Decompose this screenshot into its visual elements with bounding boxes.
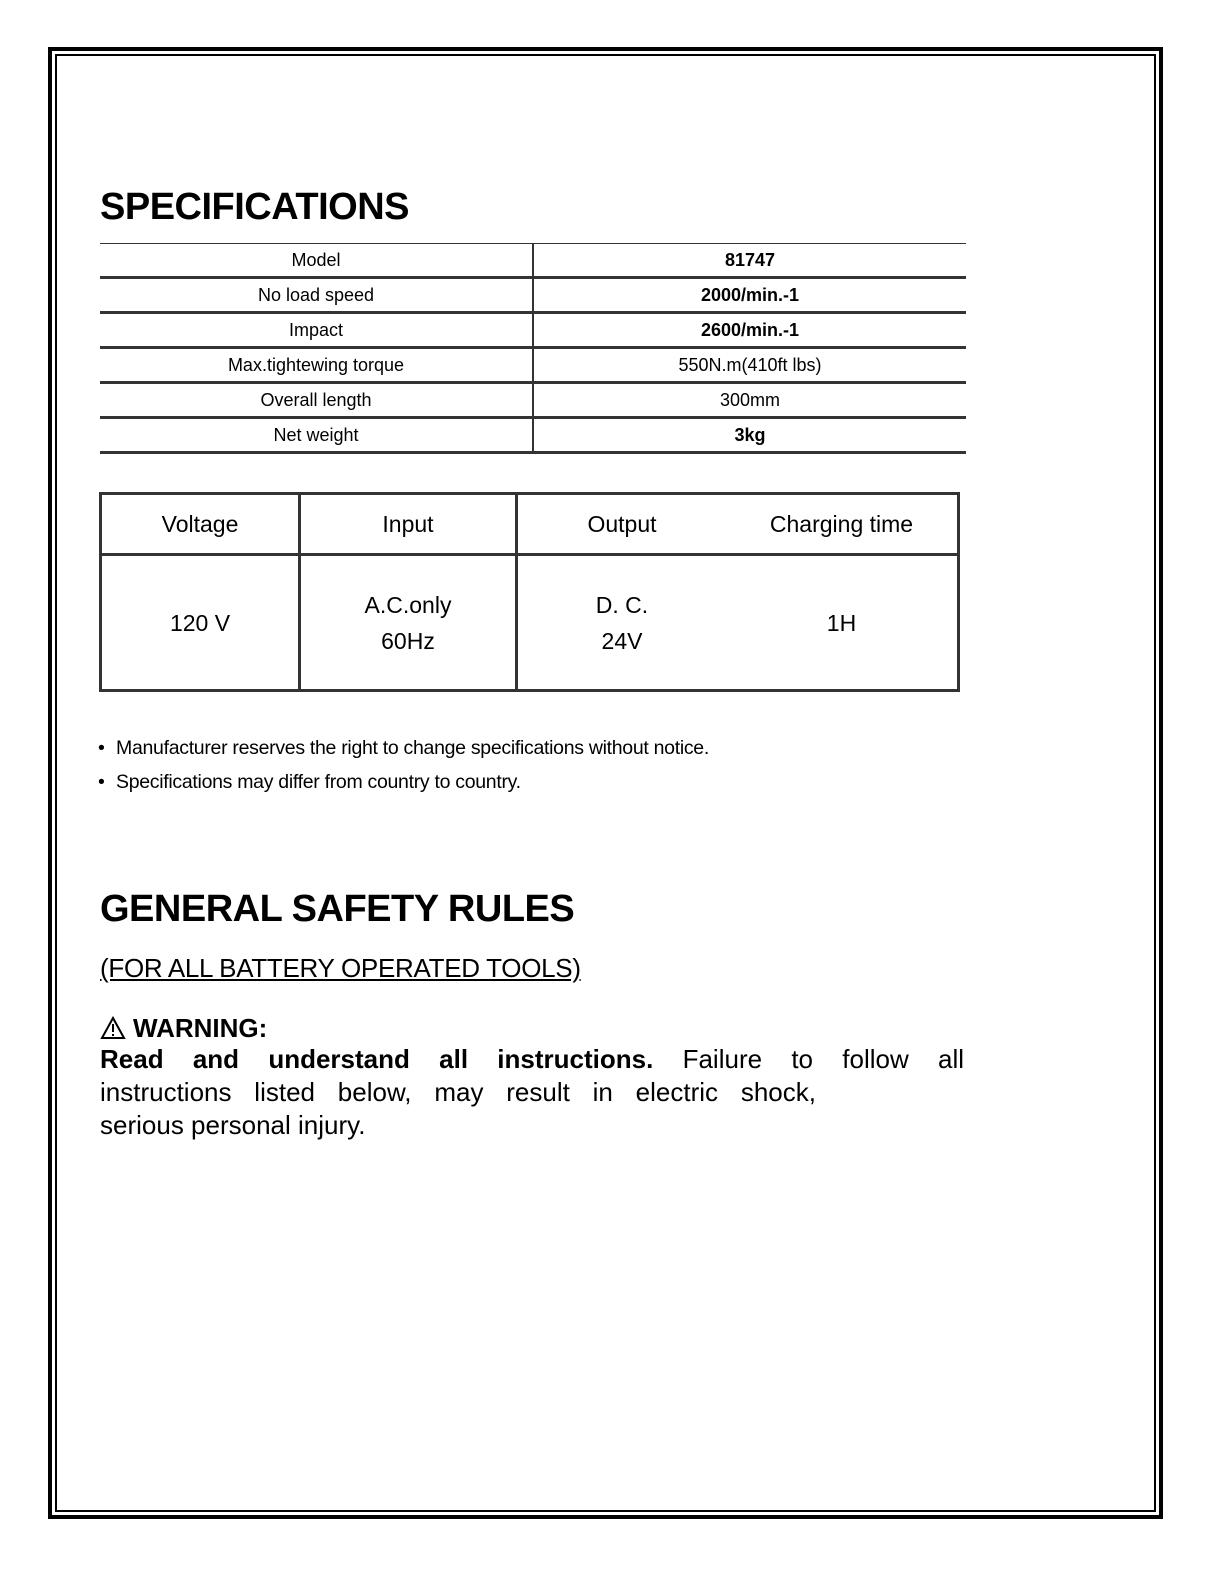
spec-row <box>100 418 966 453</box>
header-voltage: Voltage <box>101 494 300 555</box>
charger-table <box>99 492 960 692</box>
warning-body <box>100 1043 964 1142</box>
warning-heading <box>100 1013 267 1044</box>
output-value <box>517 555 727 691</box>
spec-row <box>100 278 966 313</box>
spec-value: 300mm <box>533 383 966 418</box>
spec-value: 2000/min.-1 <box>533 278 966 313</box>
charger-header-row <box>101 494 959 555</box>
spec-label: Impact <box>100 313 533 348</box>
header-output: Output <box>517 494 727 555</box>
charger-value-row <box>101 555 959 691</box>
list-item <box>98 767 709 801</box>
warning-bold-text: Read and understand all instructions. <box>100 1044 654 1074</box>
warning-line-1 <box>100 1043 964 1076</box>
output-line-1: D. C. <box>595 591 649 618</box>
input-line-2: 60Hz <box>381 627 435 654</box>
warning-text-1: Failure to follow all <box>682 1044 965 1074</box>
warning-triangle-icon <box>100 1016 126 1040</box>
spec-value: 3kg <box>533 418 966 453</box>
spec-value: 81747 <box>533 244 966 278</box>
specifications-title: SPECIFICATIONS <box>100 186 409 228</box>
spec-value: 550N.m(410ft lbs) <box>533 348 966 383</box>
warning-line-2: instructions listed below, may result in electric shock, <box>100 1077 816 1107</box>
spec-value: 2600/min.-1 <box>533 313 966 348</box>
spec-label: Overall length <box>100 383 533 418</box>
spec-row <box>100 244 966 278</box>
notes-list <box>98 733 709 801</box>
note-text: Specifications may differ from country to country. <box>116 771 521 793</box>
spec-row <box>100 383 966 418</box>
warning-label: WARNING: <box>133 1013 268 1043</box>
header-input: Input <box>300 494 517 555</box>
bullet-icon: • <box>98 771 105 793</box>
list-item <box>98 733 709 767</box>
spec-label: No load speed <box>100 278 533 313</box>
bullet-icon: • <box>98 737 105 759</box>
voltage-value: 120 V <box>101 555 300 691</box>
safety-subtitle: (FOR ALL BATTERY OPERATED TOOLS) <box>100 953 581 983</box>
spec-row <box>100 348 966 383</box>
header-charging-time: Charging time <box>726 494 959 555</box>
spec-label: Max.tightewing torque <box>100 348 533 383</box>
charging-time-value: 1H <box>826 609 857 636</box>
note-text: Manufacturer reserves the right to change specifications without notice. <box>116 737 709 759</box>
input-value <box>300 555 517 691</box>
spec-label: Net weight <box>100 418 533 453</box>
input-line-1: A.C.only <box>364 591 452 618</box>
warning-line-3: serious personal injury. <box>100 1110 366 1140</box>
safety-title: GENERAL SAFETY RULES <box>100 888 575 930</box>
spec-row <box>100 313 966 348</box>
specifications-table <box>100 243 966 454</box>
spec-label: Model <box>100 244 533 278</box>
output-line-2: 24V <box>601 627 643 654</box>
